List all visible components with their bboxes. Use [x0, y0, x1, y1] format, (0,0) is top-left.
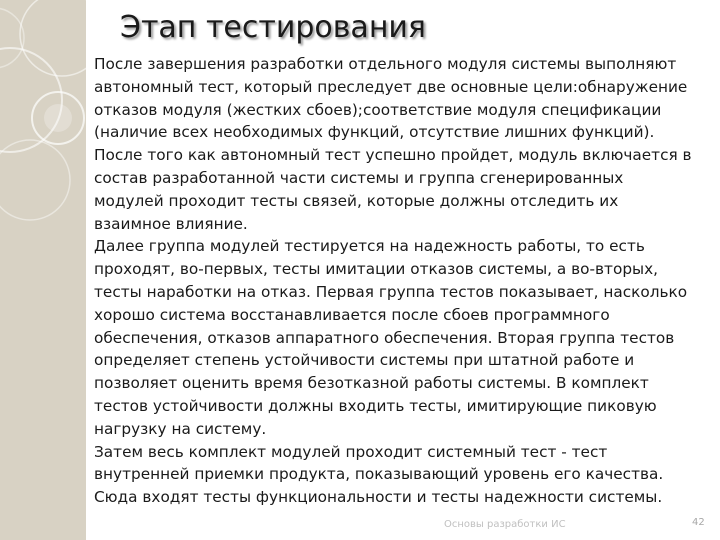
slide-body — [94, 53, 694, 509]
paragraph-reliability-tests: Далее группа модулей тестируется на надежность работы, то есть проходят, во-первых, тесты имитации отказов системы, а во-вторых, тесты наработки на отказ. Первая группа тестов показывает, насколько хорошо система восстанавливается после сбоев программного обеспечения, отказов аппаратного обеспечения. Вторая группа тестов определяет степень устойчивости системы при штатной работе и позволяет оценить время безотказной работы системы. В комплект тестов устойчивости должны входить тесты, имитирующие пиковую нагрузку на систему. — [94, 237, 688, 438]
paragraph-link-tests: После того как автономный тест успешно пройдет, модуль включается в состав разработанной части системы и группа сгенерированных модулей проходит тесты связей, которые должны отследить их взаимное влияние. — [94, 146, 692, 233]
page-number: 42 — [692, 517, 705, 528]
slide-footer: Основы разработки ИС — [444, 519, 566, 530]
circle-ornament-icon — [0, 0, 86, 540]
slide-title: Этап тестирования — [120, 10, 426, 45]
paragraph-system-test: Затем весь комплект модулей проходит системный тест - тест внутренней приемки продукта, показывающий уровень его качества. Сюда входят тесты функциональности и тесты надежности системы. — [94, 442, 664, 507]
paragraph-autonomous-test: После завершения разработки отдельного модуля системы выполняют автономный тест, который преследует две основные цели:обнаружение отказов модуля (жестких сбоев);соответствие модуля спецификации (наличие всех необходимых функций, отсутствие лишних функций). — [94, 55, 688, 142]
decorative-sidebar — [0, 0, 86, 540]
